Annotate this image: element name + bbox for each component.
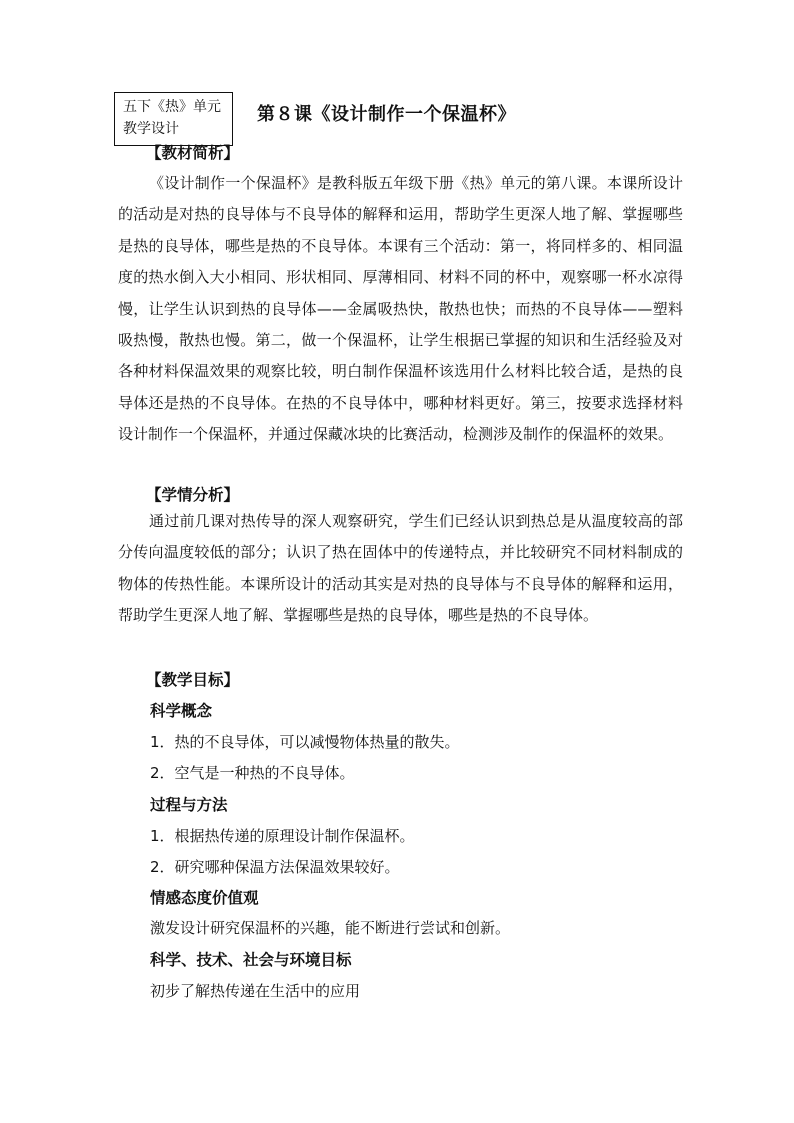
unit-label-line2: 教学设计 [123, 121, 179, 137]
stse-text: 初步了解热传递在生活中的应用 [150, 982, 361, 1000]
concept-item-1: 1．热的不良导体，可以减慢物体热量的散失。 [150, 733, 460, 751]
unit-label-line1: 五下《热》单元 [123, 99, 221, 115]
subheading-stse-goals: 科学、技术、社会与环境目标 [150, 951, 352, 969]
section-heading-textbook-analysis: 【教材简析】 [146, 144, 240, 162]
concept-item-2: 2．空气是一种热的不良导体。 [150, 764, 355, 782]
subheading-science-concepts: 科学概念 [150, 702, 213, 720]
attitude-text: 激发设计研究保温杯的兴趣，能不断进行尝试和创新。 [150, 919, 511, 937]
process-item-2: 2．研究哪种保温方法保温效果较好。 [150, 858, 400, 876]
subheading-process-methods: 过程与方法 [150, 796, 228, 814]
section-heading-teaching-goals: 【教学目标】 [146, 671, 240, 689]
student-analysis-paragraph: 通过前几课对热传导的深人观察研究，学生们已经认识到热总是从温度较高的部分传向温度较低的部分；认识了热在固体中的传递特点，并比较研究不同材料制成的物体的传热性能。本课所设计的活动其实是对热的良导体与不良导体的解释和运用，帮助学生更深人地了解、掌握哪些是热的良导体，哪些是热的不良导体。 [118, 512, 683, 625]
unit-label-box [114, 92, 233, 146]
process-item-1: 1．根据热传递的原理设计制作保温杯。 [150, 827, 415, 845]
lesson-title: 第８课《设计制作一个保温杯》 [257, 104, 516, 125]
subheading-attitude-values: 情感态度价值观 [150, 889, 259, 907]
textbook-analysis-paragraph: 《设计制作一个保温杯》是教科版五年级下册《热》单元的第八课。本课所设计的活动是对热的良导体与不良导体的解释和运用，帮助学生更深人地了解、掌握哪些是热的良导体，哪些是热的不良导体。本课有三个活动：第一，将同样多的、相同温度的热水倒入大小相同、形状相同、厚薄相同、材料不同的杯中，观察哪一杯水凉得慢，让学生认识到热的良导体——金属吸热快，散热也快；而热的不良导体——塑料吸热慢，散热也慢。第二，做一个保温杯，让学生根据已掌握的知识和生活经验及对各种材料保温效果的观察比较，明白制作保温杯该选用什么材料比较合适，是热的良导体还是热的不良导体。在热的不良导体中，哪种材料更好。第三，按要求选择材料设计制作一个保温杯，并通过保藏冰块的比赛活动，检测涉及制作的保温杯的效果。 [118, 174, 683, 444]
section-heading-student-analysis: 【学情分析】 [146, 486, 240, 504]
